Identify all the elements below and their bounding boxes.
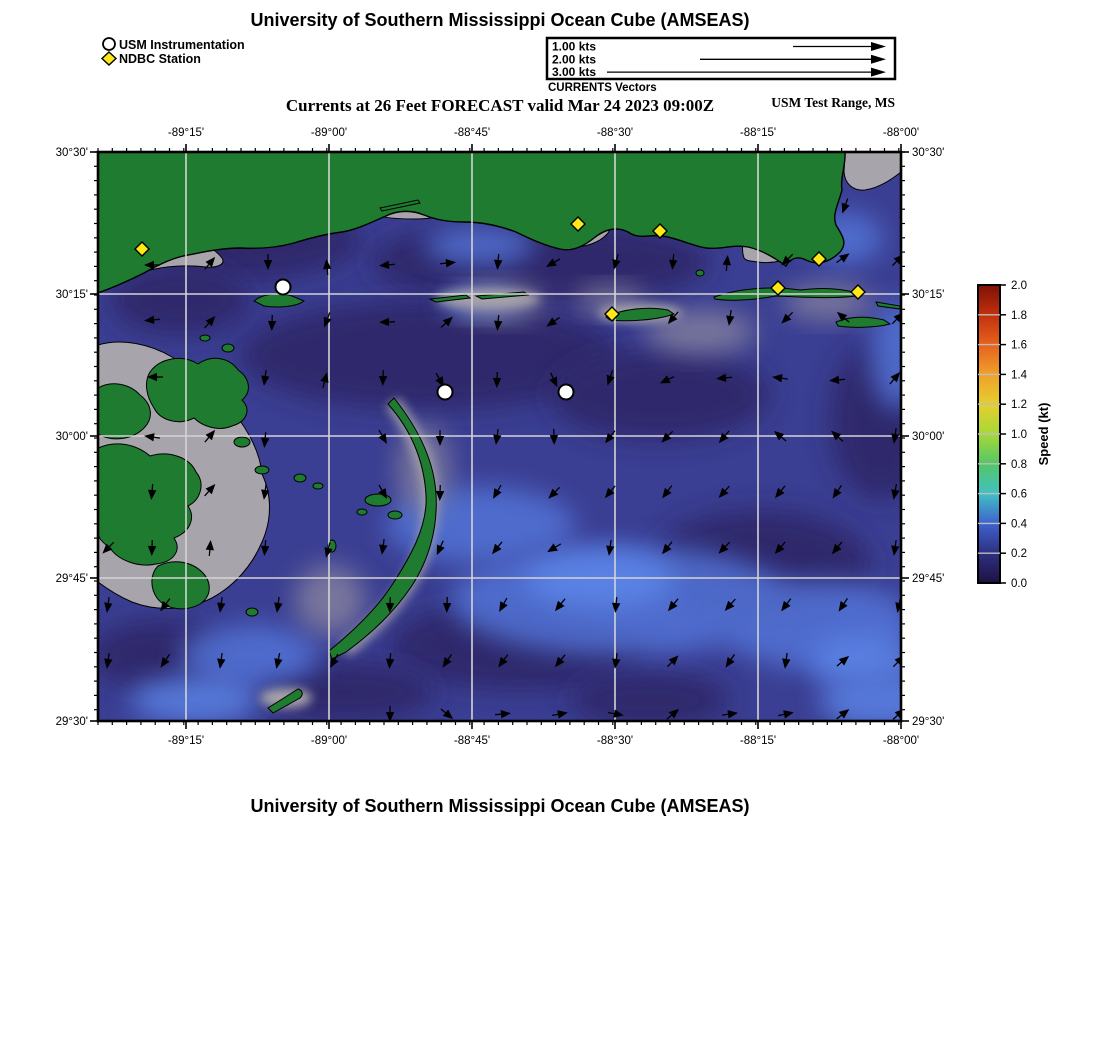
vector-scale-label: 3.00 kts — [552, 65, 597, 80]
colorbar-axis-label: Speed (kt) — [1036, 402, 1051, 466]
vector-scale-label: 1.00 kts — [552, 39, 597, 54]
colorbar-tick-label: 1.4 — [1011, 369, 1027, 382]
colorbar-tick-label: 0.4 — [1011, 518, 1027, 531]
colorbar-tick-label: 0.6 — [1011, 488, 1027, 501]
lon-tick-label: -88°30' — [596, 127, 634, 139]
lat-tick-label: 30°00' — [912, 431, 945, 443]
legend-label-ndbc: NDBC Station — [119, 52, 201, 66]
vector-scale-label: 2.00 kts — [552, 52, 597, 67]
lon-tick-label: -88°00' — [882, 735, 920, 747]
legend-label-usm: USM Instrumentation — [119, 38, 245, 52]
lon-tick-label: -88°30' — [596, 735, 634, 747]
lat-tick-label: 29°45' — [55, 573, 88, 585]
colorbar-tick-label: 0.2 — [1011, 548, 1027, 561]
lon-tick-label: -88°15' — [739, 127, 777, 139]
vector-scale-caption: CURRENTS Vectors — [548, 82, 657, 94]
lat-tick-label: 30°15' — [912, 289, 945, 301]
colorbar-tick-label: 1.6 — [1011, 339, 1027, 352]
lat-tick-label: 29°30' — [55, 716, 88, 728]
colorbar-tick-label: 1.8 — [1011, 309, 1027, 322]
region-label: USM Test Range, MS — [771, 95, 895, 110]
lon-tick-label: -88°00' — [882, 127, 920, 139]
colorbar-tick-label: 1.0 — [1011, 429, 1027, 441]
vector-scale-box — [547, 38, 895, 79]
lat-tick-label: 30°30' — [912, 147, 945, 159]
map-area — [85, 152, 940, 730]
lon-tick-label: -89°15' — [167, 127, 205, 139]
figure-title-top: University of Southern Mississippi Ocean Cube (AMSEAS) — [250, 10, 750, 30]
lon-tick-label: -88°45' — [453, 127, 491, 139]
usm-station-marker — [276, 280, 291, 295]
lon-tick-label: -88°45' — [453, 735, 491, 747]
figure-title-bottom: University of Southern Mississippi Ocean Cube (AMSEAS) — [250, 796, 750, 816]
colorbar-tick-label: 0.8 — [1011, 458, 1027, 471]
lon-tick-label: -89°00' — [310, 735, 348, 747]
lat-tick-label: 30°15' — [55, 289, 88, 301]
lon-tick-label: -89°00' — [310, 127, 348, 139]
lat-tick-label: 30°30' — [55, 147, 88, 159]
lat-tick-label: 30°00' — [55, 431, 88, 443]
lat-tick-label: 29°45' — [912, 573, 945, 585]
usm-station-marker — [559, 385, 574, 400]
colorbar-tick-label: 2.0 — [1011, 280, 1027, 292]
lat-tick-label: 29°30' — [912, 716, 945, 728]
colorbar-tick-label: 0.0 — [1011, 578, 1027, 590]
usm-station-marker — [438, 385, 453, 400]
figure-subtitle: Currents at 26 Feet FORECAST valid Mar 24 2023 09:00Z — [285, 96, 715, 115]
colorbar-tick-label: 1.2 — [1011, 399, 1027, 412]
lon-tick-label: -88°15' — [739, 735, 777, 747]
usm-circle-icon — [103, 38, 115, 50]
lon-tick-label: -89°15' — [167, 735, 205, 747]
